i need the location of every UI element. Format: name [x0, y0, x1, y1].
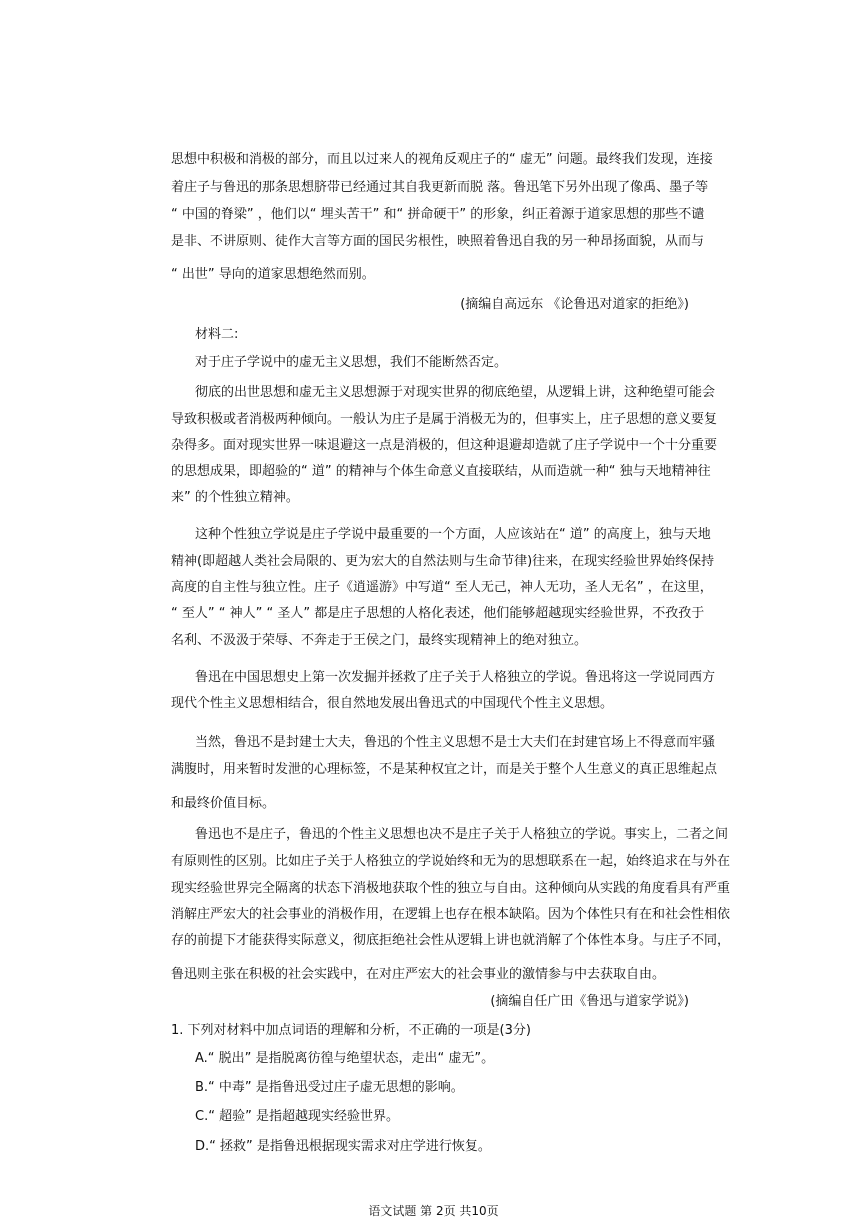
text-line: 彻底的出世思想和虚无主义思想源于对现实世界的彻底绝望，从逻辑上讲，这种绝望可能会 — [195, 385, 716, 400]
page-footer: 语文试题 第 2页 共10页 — [368, 1204, 499, 1218]
paragraph-1: 对于庄子学说中的虚无主义思想，我们不能断然否定。 — [195, 355, 508, 370]
text-line: 名利、不汲汲于荣辱、不奔走于王侯之门，最终实现精神上的绝对独立。 — [171, 633, 588, 648]
text-line: 鲁迅也不是庄子，鲁迅的个性主义思想也决不是庄子关于人格独立的学说。事实上，二者之间 — [195, 827, 729, 842]
source-citation-2: (摘编自任广田《鲁迅与道家学说》) — [490, 994, 689, 1009]
text-line: 满腹时，用来暂时发泄的心理标签，不是某种权宜之计，而是关于整个人生意义的真正思维起点 — [171, 762, 718, 777]
text-line: 消解庄严宏大的社会事业的消极作用，在逻辑上也存在根本缺陷。因为个体性只有在和社会性相依 — [171, 907, 731, 922]
question-stem: 1. 下列对材料中加点词语的理解和分析，不正确的一项是(3分) — [171, 1023, 531, 1038]
text-line: 导致积极或者消极两种倾向。一般认为庄子是属于消极无为的，但事实上，庄子思想的意义要复 — [171, 412, 718, 427]
text-line: “ 至人” “ 神人” “ 圣人” 都是庄子思想的人格化表述，他们能够超越现实经验世界，不孜孜于 — [171, 606, 705, 621]
text-line: 这种个性独立学说是庄子学说中最重要的一个方面，人应该站在“ 道” 的高度上，独与天地 — [195, 527, 711, 542]
option-c: C.“ 超验” 是指超越现实经验世界。 — [195, 1109, 399, 1124]
option-b: B.“ 中毒” 是指鲁迅受过庄子虚无思想的影响。 — [195, 1080, 464, 1095]
text-line: 现实经验世界完全隔离的状态下消极地获取个性的独立与自由。这种倾向从实践的角度看具有严重 — [171, 881, 731, 896]
text-line: “ 中国的脊梁” ，他们以“ 埋头苦干” 和“ 拼命硬干” 的形象，纠正着源于道家思想的那些不谴 — [171, 207, 705, 222]
text-line: 高度的自主性与独立性。庄子《逍遥游》中写道“ 至人无己，神人无功，圣人无名” ，在这里， — [171, 580, 713, 595]
text-line: 存的前提下才能获得实际意义，彻底拒绝社会性从逻辑上讲也就消解了个体性本身。与庄子不同， — [171, 933, 731, 948]
text-line: 现代个性主义思想相结合，很自然地发展出鲁迅式的中国现代个性主义思想。 — [171, 696, 614, 711]
text-line: 着庄子与鲁迅的那条思想脐带已经通过其自我更新而脱 落。鲁迅笔下另外出现了像禹、墨子等 — [171, 180, 709, 195]
text-line: 精神(即超越人类社会局限的、更为宏大的自然法则与生命节律)往来，在现实经验世界始终保持 — [171, 554, 715, 569]
option-a: A.“ 脱出” 是指脱离彷徨与绝望状态，走出“ 虚无”。 — [195, 1051, 495, 1066]
text-line: 鲁迅在中国思想史上第一次发掘并拯救了庄子关于人格独立的学说。鲁迅将这一学说同西方 — [195, 670, 716, 685]
option-d: D.“ 拯救” 是指鲁迅根据现实需求对庄学进行恢复。 — [195, 1139, 491, 1154]
text-line: “ 出世” 导向的道家思想绝然而别。 — [171, 267, 375, 282]
material-2-label: 材料二: — [195, 327, 239, 342]
text-line: 的思想成果，即超验的“ 道” 的精神与个体生命意义直接联结，从而造就一种“ 独与天地精神往 — [171, 464, 711, 479]
text-line: 当然，鲁迅不是封建士大夫，鲁迅的个性主义思想不是士大夫们在封建官场上不得意而牢骚 — [195, 735, 716, 750]
text-line: 鲁迅则主张在积极的社会实践中，在对庄严宏大的社会事业的激情参与中去获取自由。 — [171, 967, 666, 982]
text-line: 杂得多。面对现实世界一味退避这一点是消极的，但这种退避却造就了庄子学说中一个十分重要 — [171, 438, 718, 453]
text-line: 思想中积极和消极的部分，而且以过来人的视角反观庄子的“ 虚无” 问题。最终我们发现，连接 — [171, 152, 713, 167]
text-line: 来” 的个性独立精神。 — [171, 490, 299, 505]
text-line: 和最终价值目标。 — [171, 796, 276, 811]
text-line: 有原则性的区别。比如庄子关于人格独立的学说始终和无为的思想联系在一起，始终追求在与外在 — [171, 854, 731, 869]
text-line: 是非、不讲原则、徒作大言等方面的国民劣根性，映照着鲁迅自我的另一种昂扬面貌，从而与 — [171, 234, 705, 249]
source-citation-1: (摘编自高远东 《论鲁迅对道家的拒绝》) — [460, 297, 689, 312]
